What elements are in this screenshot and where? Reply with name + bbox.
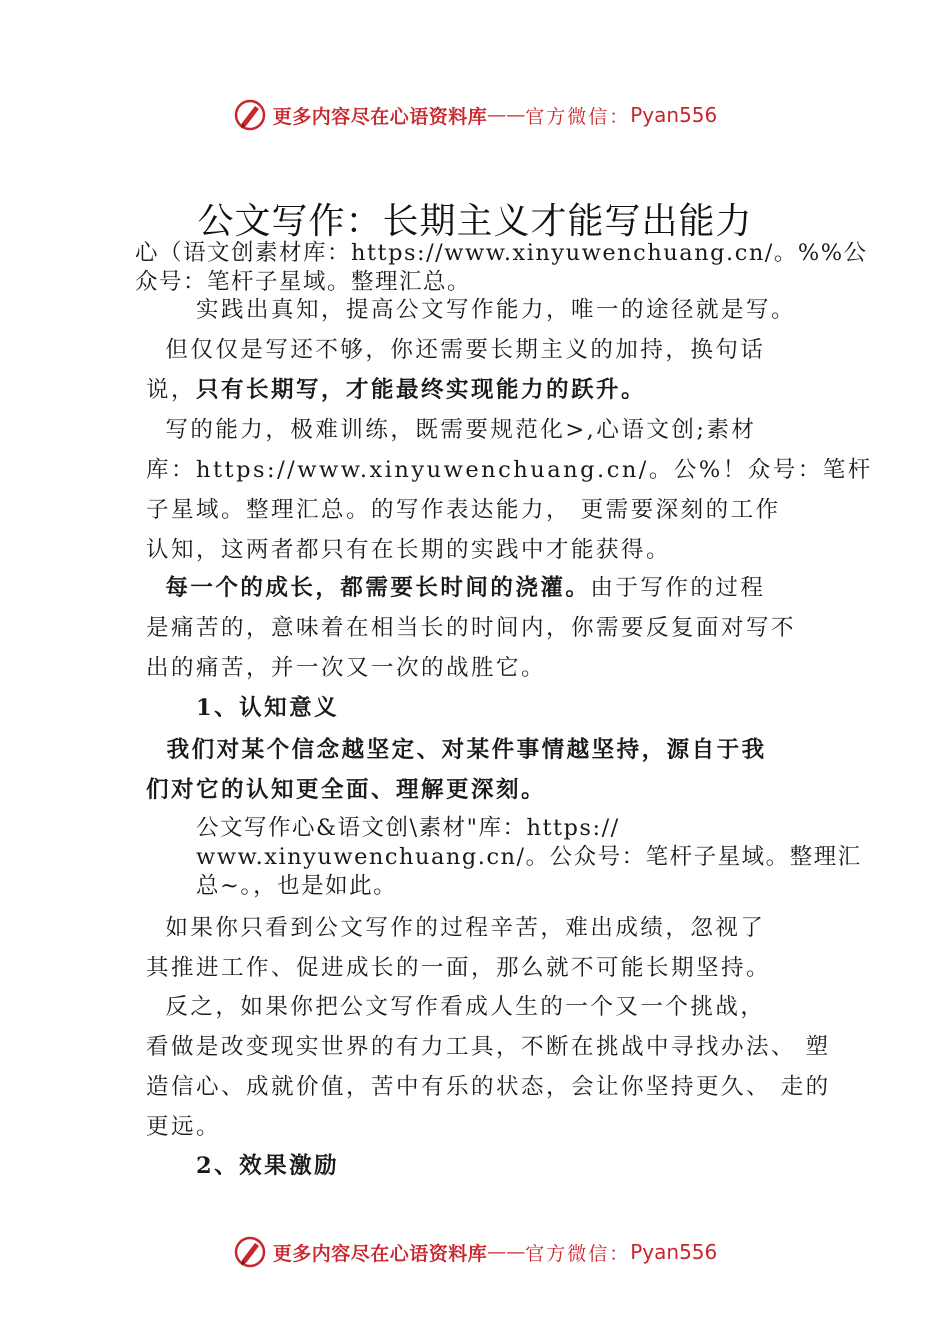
- paragraph: 实践出真知，提高公文写作能力，唯一的途径就是写。: [196, 297, 797, 323]
- pen-logo-icon: [233, 1235, 267, 1269]
- watermark-subtext: 官方微信：: [525, 1242, 631, 1265]
- pen-logo-icon: [233, 98, 267, 132]
- paragraph: 反之，如果你把公文写作看成人生的一个又一个挑战， 看做是改变现实世界的有力工具，不断在挑战中寻找办法、 塑 造信心、成就价值，苦中有乐的状态，会让你坚持更久、 走的 更远。: [146, 994, 831, 1140]
- source-line: 公文写作心&语文创\素材"库：https:// www.xinyuwenchuang.cn/。公众号：笔杆子星域。整理汇 总~。，也是如此。: [196, 815, 862, 899]
- paragraph: 每一个的成长，都需要长时间的浇灌。由于写作的过程 是痛苦的，意味着在相当长的时间内，你需要反复面对写不 出的痛苦，并一次又一次的战胜它。: [146, 575, 797, 681]
- source-line: 心（语文创素材库：https://www.xinyuwenchuang.cn/。%%公 众号：笔杆子星域。整理汇总。: [135, 240, 868, 295]
- watermark-dash: ——: [487, 1241, 526, 1263]
- section-heading: 2、效果激励: [196, 1153, 340, 1179]
- paragraph: 写的能力，极难训练，既需要规范化>,心语文创;素材 库：https://www.xinyuwenchuang.cn/。公%！众号：笔杆 子星域。整理汇总。的写作表达能力， 更需要深刻的工作 认知，这两者都只有在长期的实践中才能获得。: [146, 417, 873, 563]
- header-watermark: [0, 95, 950, 135]
- watermark-text: 更多内容尽在心语资料库: [272, 1242, 488, 1265]
- watermark-wechat-id: Pyan556: [630, 1240, 718, 1264]
- watermark-wechat-id: Pyan556: [630, 103, 718, 127]
- section-heading: 1、认知意义: [196, 695, 340, 721]
- watermark-subtext: 官方微信：: [525, 105, 631, 128]
- paragraph: 如果你只看到公文写作的过程辛苦，难出成绩，忽视了 其推进工作、促进成长的一面，那么就不可能长期坚持。: [146, 915, 772, 981]
- watermark-dash: ——: [487, 104, 526, 126]
- page-title: 公文写作：长期主义才能写出能力: [197, 201, 753, 242]
- watermark-text: 更多内容尽在心语资料库: [272, 105, 488, 128]
- footer-watermark: [0, 1232, 950, 1272]
- paragraph: 但仅仅是写还不够，你还需要长期主义的加持，换句话 说，只有长期写，才能最终实现能力的跃升。: [146, 337, 766, 403]
- bold-paragraph: 我们对某个信念越坚定、对某件事情越坚持，源自于我 们对它的认知更全面、理解更深刻。: [146, 737, 767, 803]
